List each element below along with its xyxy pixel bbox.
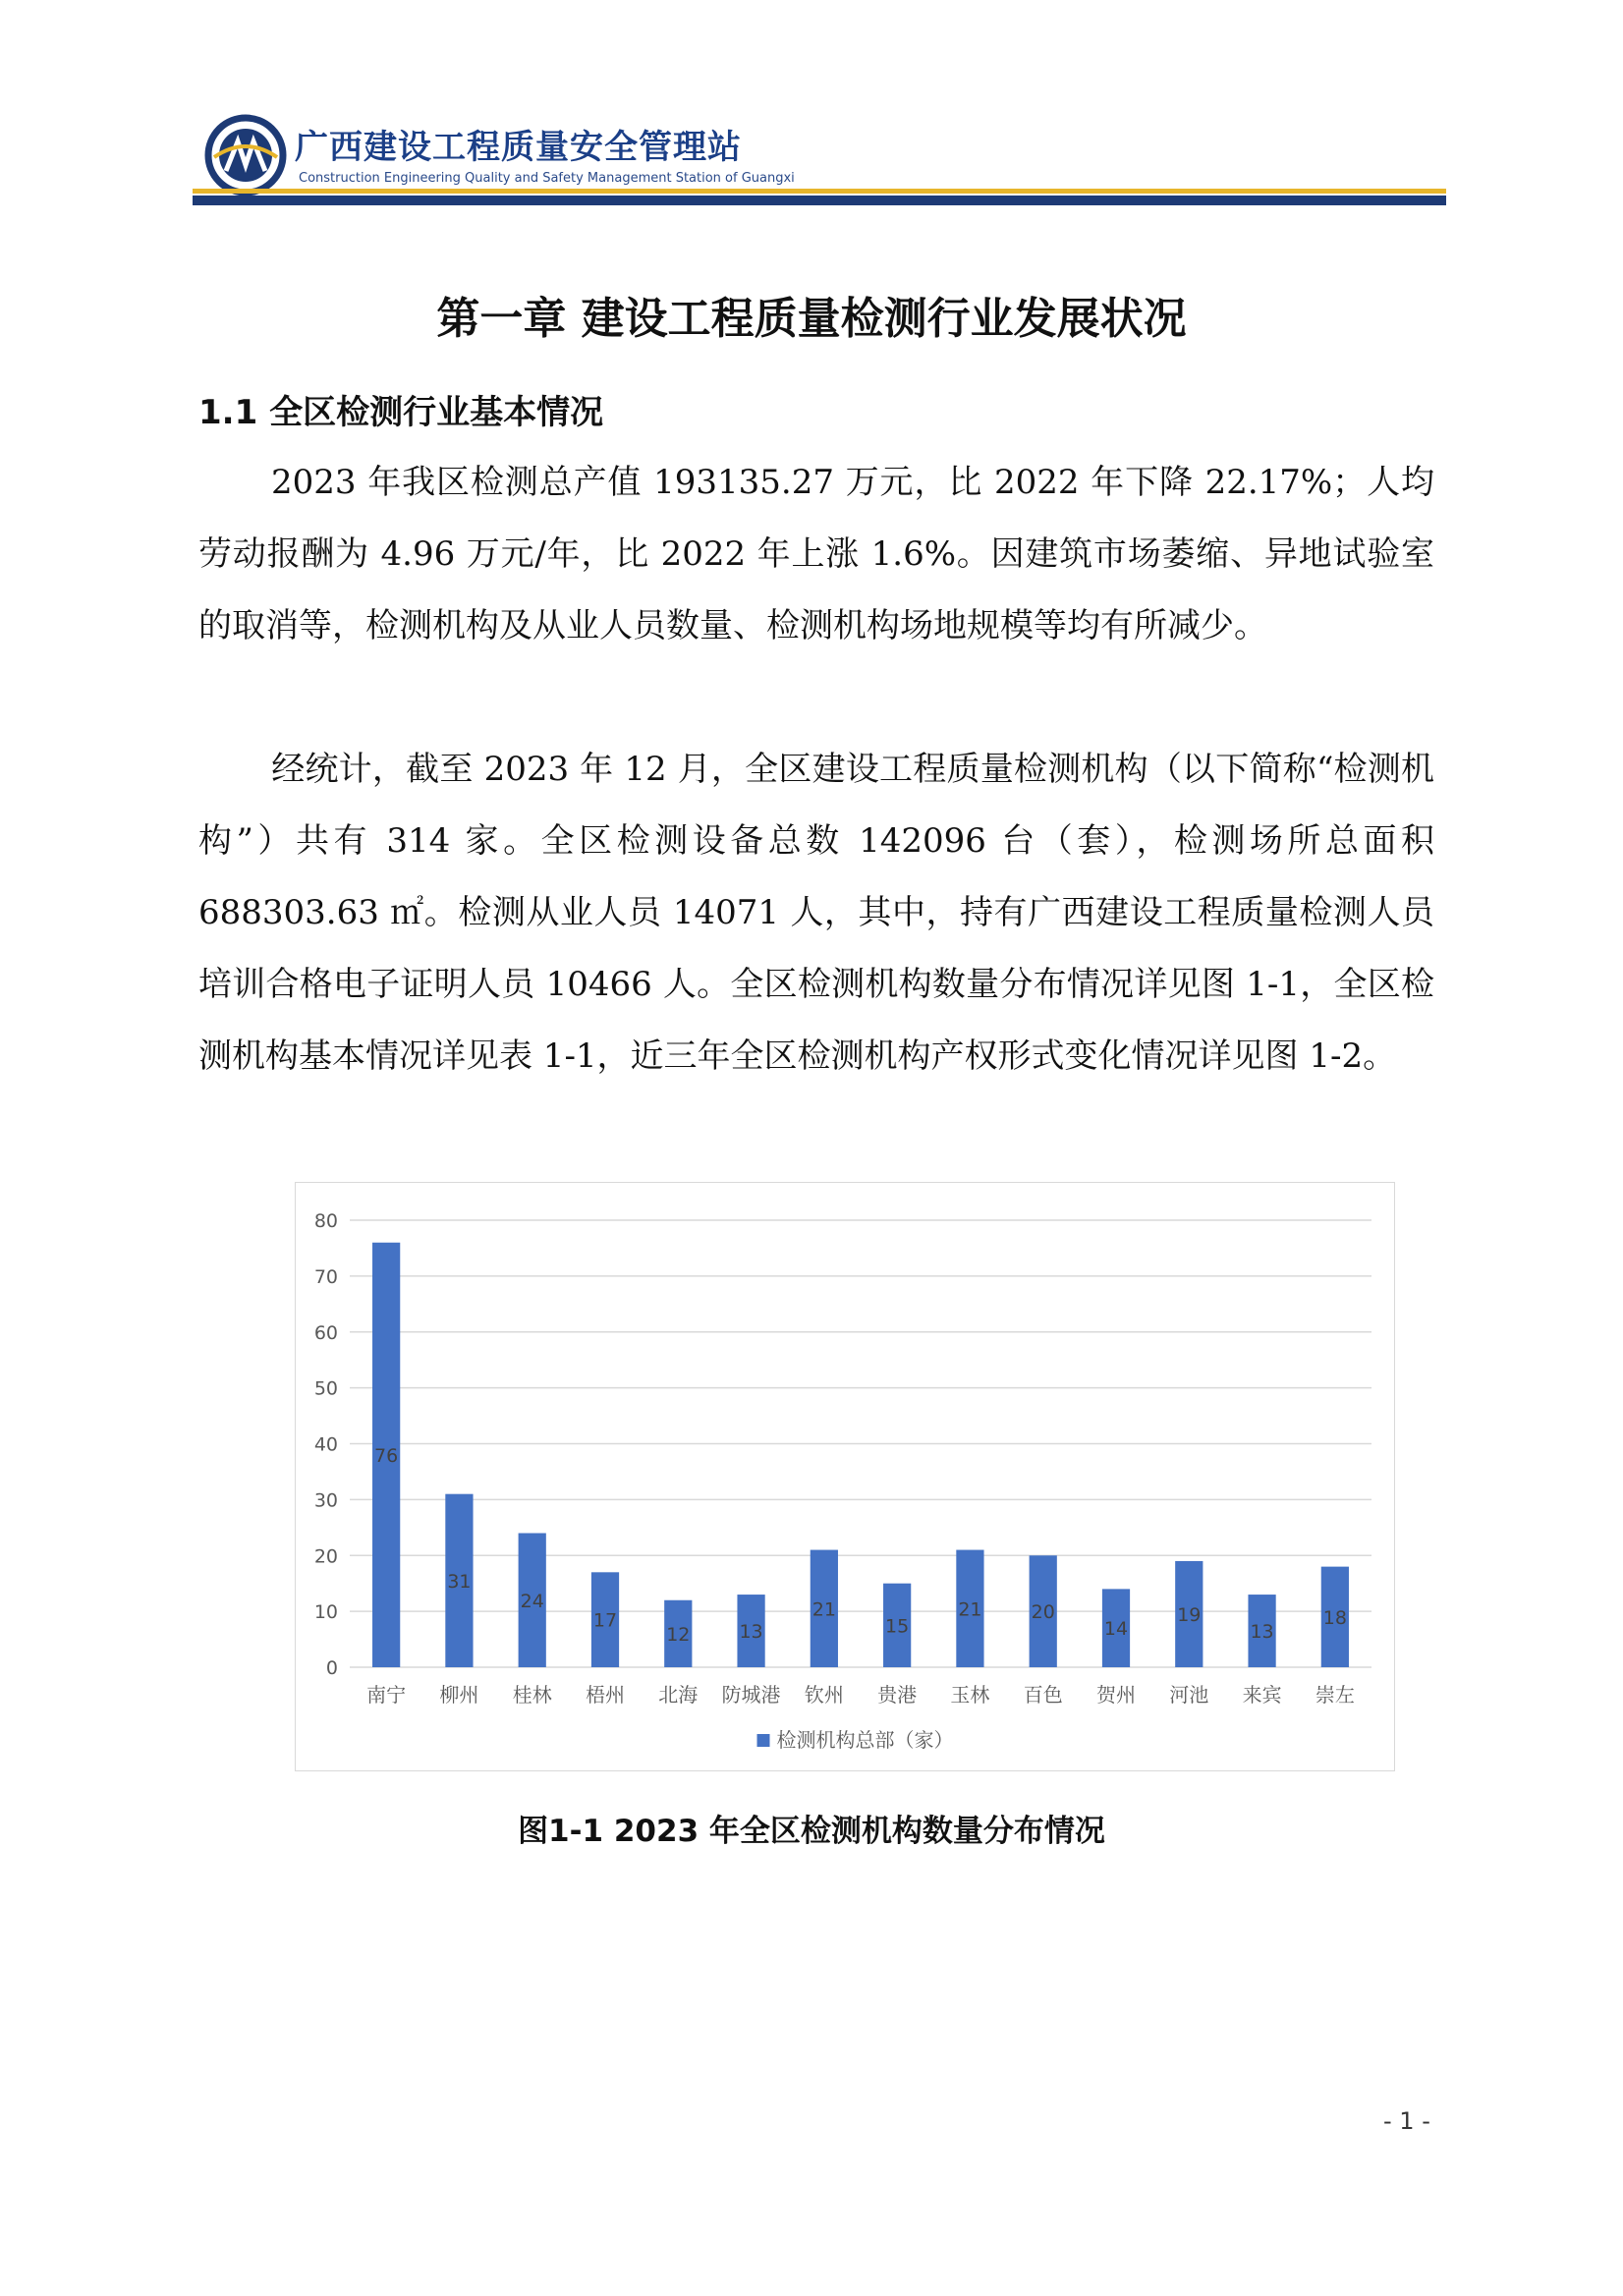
chart-container xyxy=(295,1182,1395,1771)
header-rule-blue xyxy=(193,196,1446,205)
legend-swatch xyxy=(757,1734,770,1747)
data-label: 13 xyxy=(1250,1621,1274,1644)
y-tick-label: 40 xyxy=(313,1433,338,1456)
organization-name-english: Construction Engineering Quality and Safety Management Station of Guangxi xyxy=(299,171,795,186)
data-label: 12 xyxy=(666,1623,691,1646)
paragraph-output-summary: 2023 年我区检测总产值 193135.27 万元，比 2022 年下降 22.17%；人均劳动报酬为 4.96 万元/年，比 2022 年上涨 1.6%。因建筑市场萎缩、异地试验室的取消等，检测机构及从业人员数量、检测机构场地规模等均有所减少。 xyxy=(198,463,1434,645)
y-tick-label: 20 xyxy=(313,1545,338,1568)
station-logo-icon xyxy=(204,114,287,196)
data-label: 20 xyxy=(1031,1601,1055,1624)
organization-name: 广西建设工程质量安全管理站 xyxy=(295,128,742,167)
data-label: 24 xyxy=(520,1590,544,1612)
legend-label: 检测机构总部（家） xyxy=(776,1728,954,1752)
data-label: 15 xyxy=(885,1615,910,1638)
section-title: 1.1 全区检测行业基本情况 xyxy=(198,393,604,432)
x-tick-label: 梧州 xyxy=(586,1683,625,1707)
x-tick-label: 柳州 xyxy=(439,1683,479,1707)
x-tick-label: 百色 xyxy=(1023,1683,1063,1707)
x-tick-label: 北海 xyxy=(658,1683,699,1707)
x-tick-label: 崇左 xyxy=(1315,1683,1355,1707)
x-tick-label: 南宁 xyxy=(366,1683,407,1707)
y-tick-label: 70 xyxy=(313,1265,338,1288)
data-label: 13 xyxy=(739,1621,763,1644)
y-tick-label: 10 xyxy=(313,1601,338,1624)
data-label: 21 xyxy=(812,1598,836,1621)
x-tick-label: 来宾 xyxy=(1242,1683,1282,1707)
y-tick-label: 60 xyxy=(313,1321,338,1344)
chapter-title: 第一章 建设工程质量检测行业发展状况 xyxy=(436,294,1187,344)
data-label: 14 xyxy=(1103,1618,1129,1641)
x-tick-label: 玉林 xyxy=(950,1683,990,1707)
bar-chart xyxy=(296,1183,1394,1770)
x-tick-label: 贵港 xyxy=(877,1683,918,1707)
x-tick-label: 钦州 xyxy=(804,1683,844,1707)
x-tick-label: 河池 xyxy=(1169,1683,1209,1707)
x-tick-label: 贺州 xyxy=(1096,1683,1136,1707)
figure-caption: 图1-1 2023 年全区检测机构数量分布情况 xyxy=(518,1814,1105,1849)
x-tick-label: 防城港 xyxy=(721,1683,781,1707)
data-label: 17 xyxy=(592,1609,618,1632)
y-tick-label: 30 xyxy=(313,1489,338,1512)
data-label: 76 xyxy=(374,1444,399,1467)
header-rule-gold xyxy=(193,189,1446,194)
y-tick-label: 0 xyxy=(325,1657,338,1679)
data-label: 19 xyxy=(1177,1603,1202,1626)
paragraph-institution-statistics: 经统计，截至 2023 年 12 月，全区建设工程质量检测机构（以下简称“检测机构”）共有 314 家。全区检测设备总数 142096 台（套），检测场所总面积 688303.63 ㎡。检测从业人员 14071 人，其中，持有广西建设工程质量检测人员培训合格电子证明人员 10466 人。全区检测机构数量分布情况详见图 1-1，全区检测机构基本情况详见表 1-1，近三年全区检测机构产权形式变化情况详见图 1-2。 xyxy=(198,750,1434,1076)
data-label: 21 xyxy=(958,1598,982,1621)
page-header xyxy=(193,110,1446,208)
x-tick-label: 桂林 xyxy=(512,1683,552,1707)
data-label: 18 xyxy=(1322,1606,1347,1629)
data-label: 31 xyxy=(447,1570,472,1593)
y-tick-label: 50 xyxy=(313,1377,338,1400)
y-tick-label: 80 xyxy=(313,1210,338,1232)
page-number: - 1 - xyxy=(1383,2107,1430,2135)
